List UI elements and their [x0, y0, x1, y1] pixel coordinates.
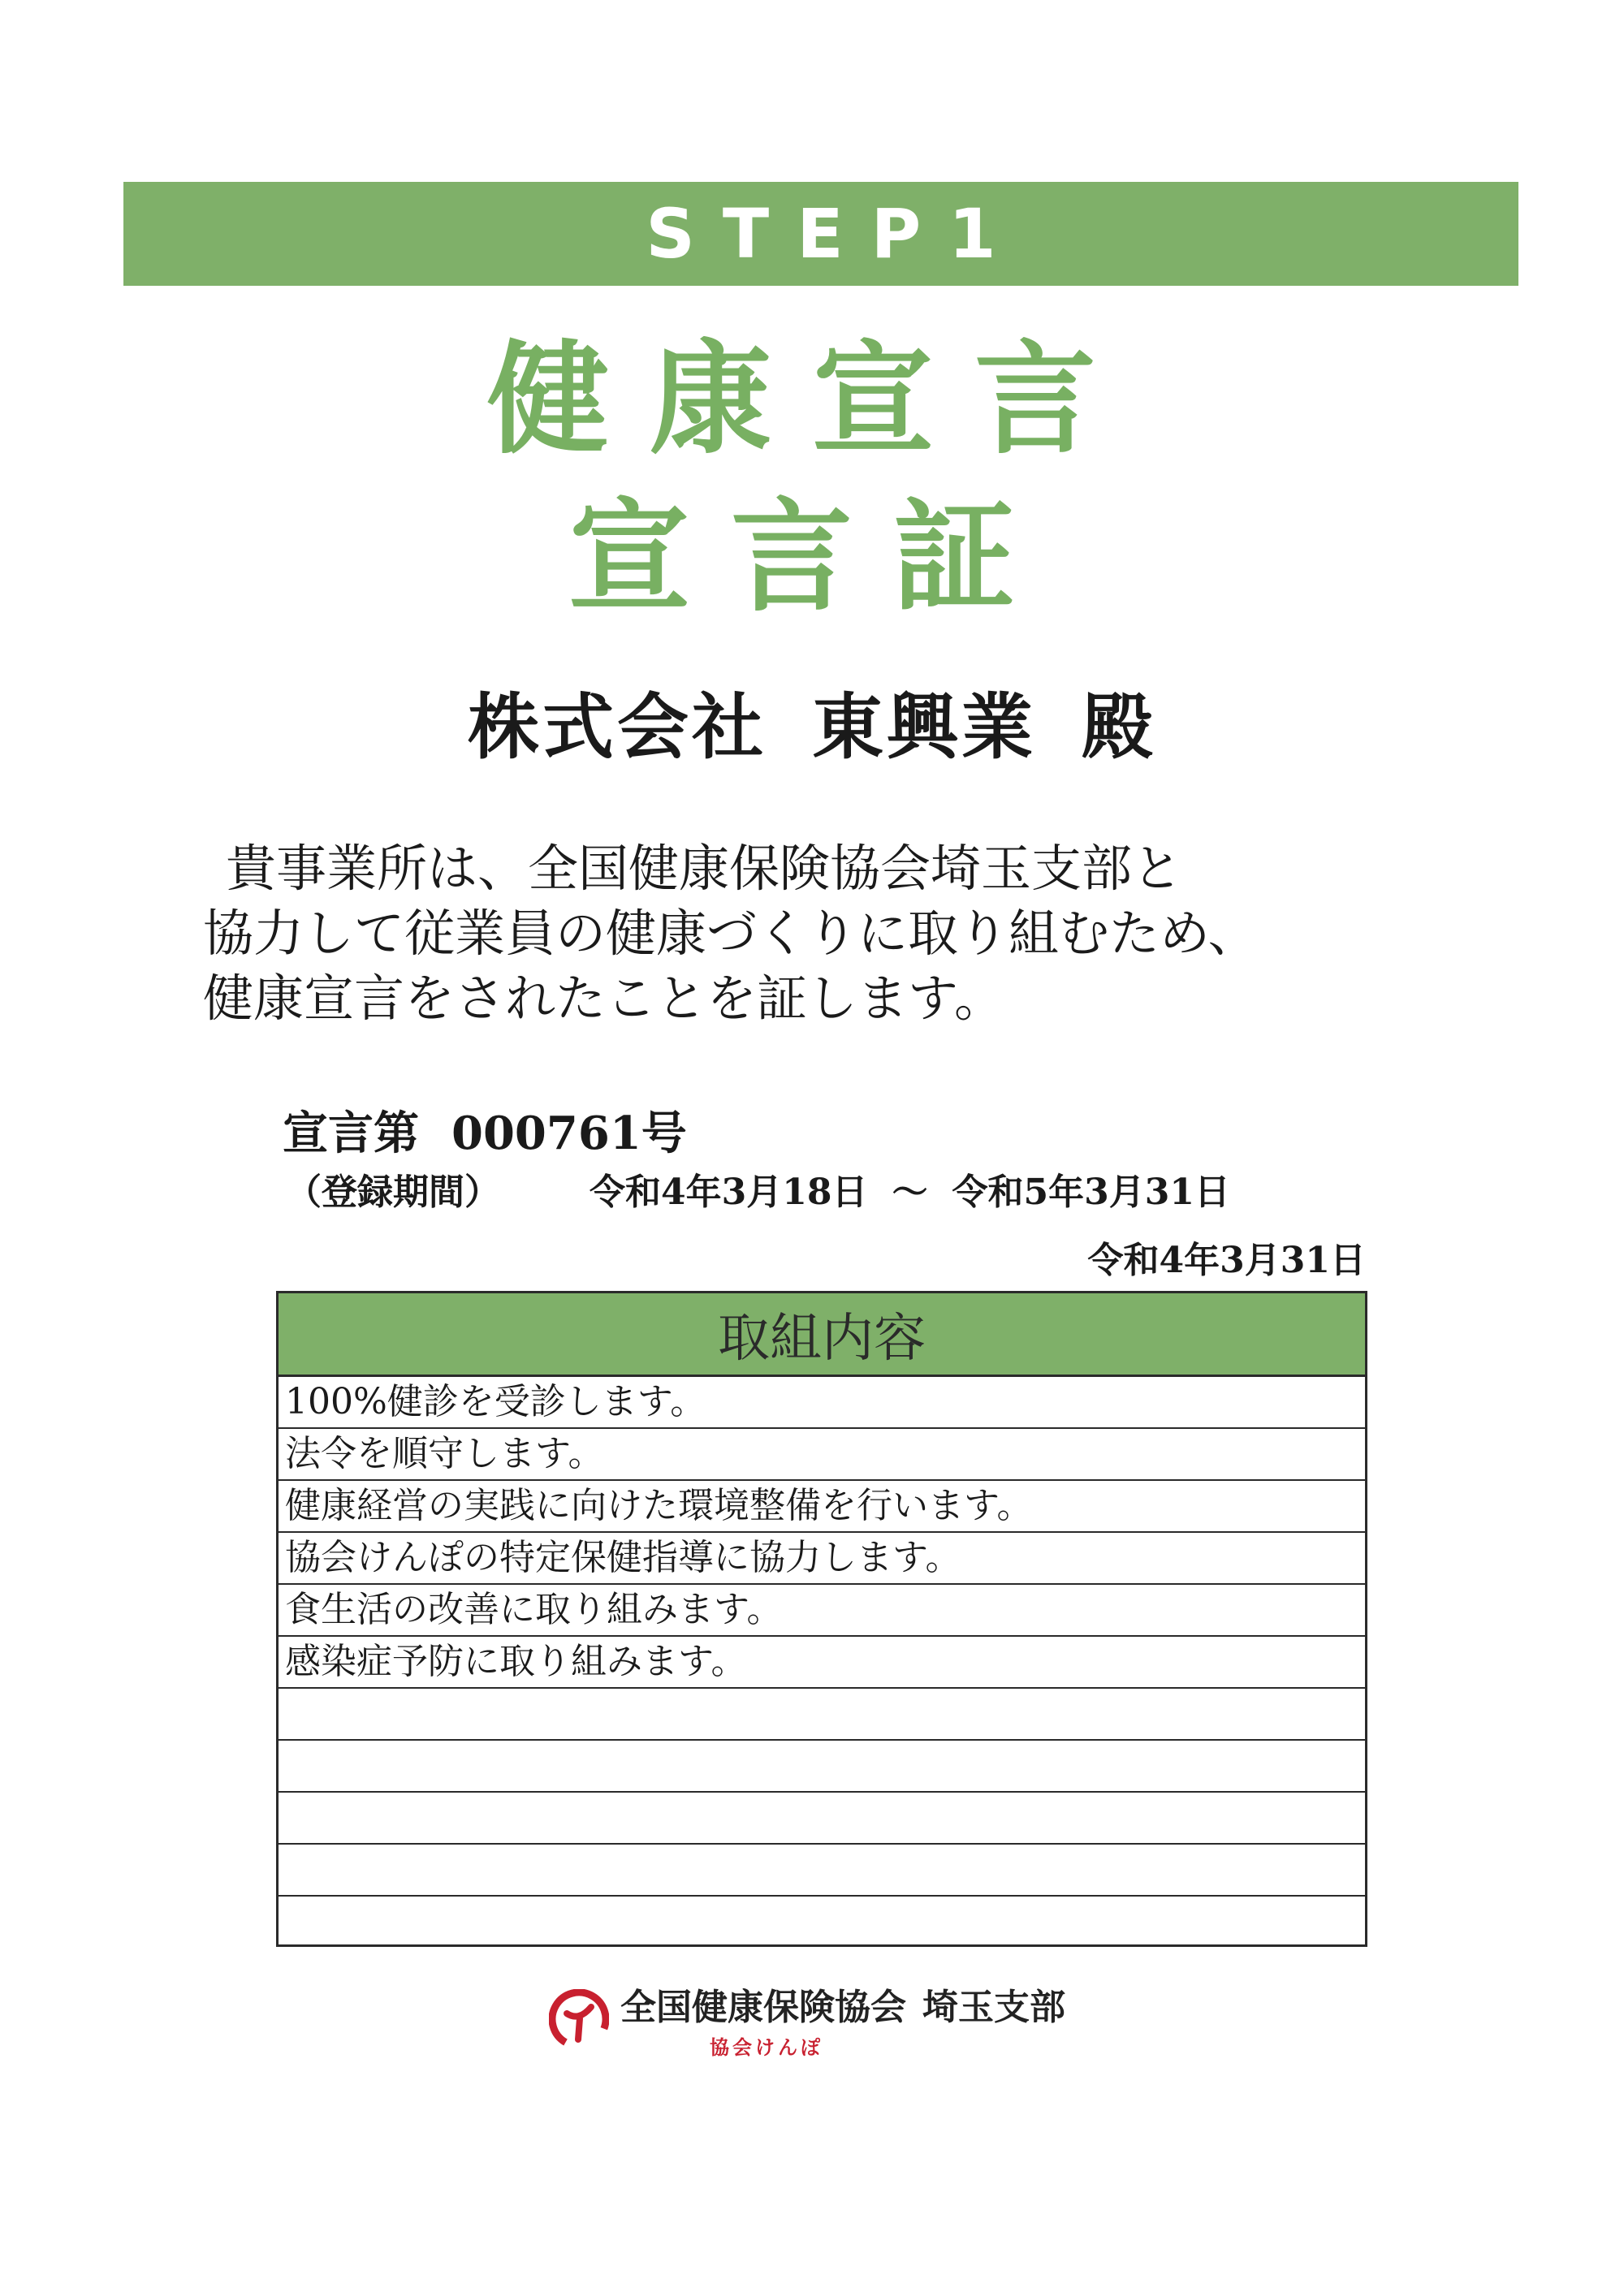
issuer-name: 全国健康保険協会 [620, 1987, 906, 2028]
activity-row: 健康経営の実践に向けた環境整備を行います。 [279, 1481, 1365, 1533]
recipient-company-type: 株式会社 [467, 685, 767, 769]
issuer-branch: 埼玉支部 [922, 1987, 1065, 2028]
issuer-brand: 協会けんぽ [710, 2036, 823, 2059]
activity-row: 感染症予防に取り組みます。 [279, 1637, 1365, 1689]
activity-row [279, 1741, 1365, 1793]
statement-line3: 健康宣言をされたことを証します。 [203, 969, 1005, 1028]
activity-row [279, 1845, 1365, 1897]
certificate-title-line2: 宣言証 [568, 487, 1056, 628]
registration-period-label: （登録期間） [286, 1172, 500, 1213]
activity-row: 協会けんぽの特定保健指導に協力します。 [279, 1533, 1365, 1585]
recipient-honorific: 殿 [1082, 685, 1157, 769]
issuer-organization [620, 1978, 1065, 2030]
activity-row [279, 1689, 1365, 1741]
statement-line1: 貴事業所は、全国健康保険協会埼玉支部と [226, 839, 1183, 898]
issuer-footer [549, 1978, 1065, 2060]
activity-row [279, 1793, 1365, 1845]
recipient-company-name: 東興業 [811, 685, 1036, 769]
declaration-value: 000761号 [451, 1107, 687, 1160]
period-start: 令和4年3月18日 [590, 1172, 868, 1213]
step-banner [123, 182, 1518, 286]
registration-period-range [590, 1163, 1230, 1215]
certificate-title-line1: 健康宣言 [486, 330, 1137, 471]
activity-row [279, 1897, 1365, 1949]
declaration-number [283, 1098, 687, 1163]
period-end: 令和5年3月31日 [952, 1172, 1230, 1213]
recipient-name [0, 671, 1624, 773]
activities-header: 取組内容 [279, 1293, 1365, 1377]
period-separator: ～ [892, 1172, 928, 1213]
step-label: STEP1 [646, 194, 1024, 274]
activity-row: 食生活の改善に取り組みます。 [279, 1585, 1365, 1637]
kyokai-kenpo-logo-icon [549, 1989, 609, 2049]
activity-row: 100%健診を受診します。 [279, 1377, 1365, 1429]
activity-row: 法令を順守します。 [279, 1429, 1365, 1481]
statement-line2: 協力して従業員の健康づくりに取り組むため、 [203, 904, 1259, 963]
declaration-label: 宣言第 [283, 1107, 419, 1160]
certificate-statement [203, 836, 1502, 1031]
issue-date: 令和4年3月31日 [1087, 1240, 1366, 1281]
activities-table [276, 1291, 1367, 1947]
